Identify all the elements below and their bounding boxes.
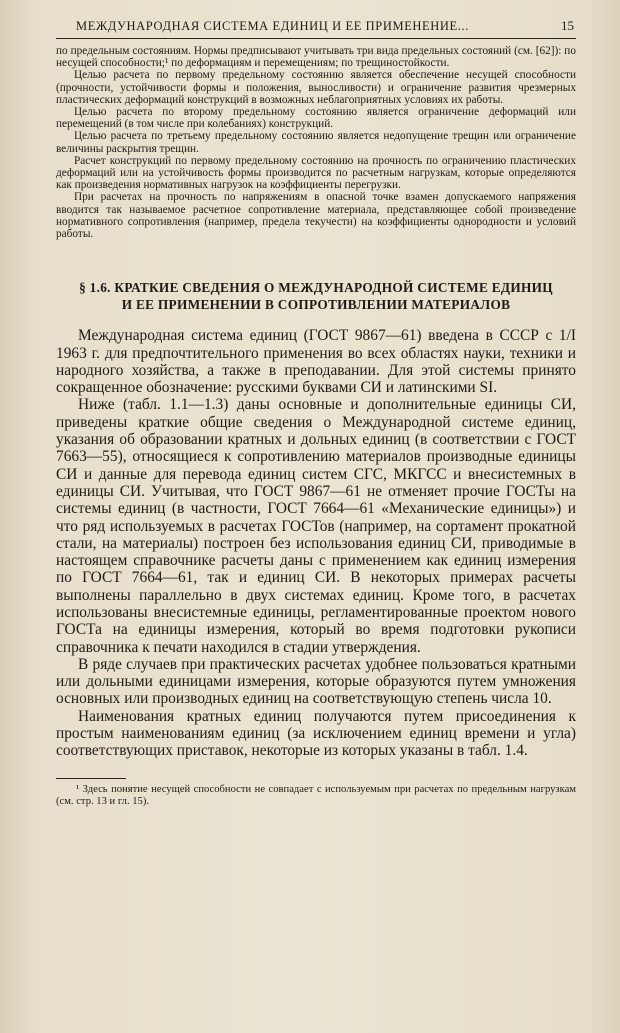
running-head <box>56 18 576 39</box>
limit-states-text <box>56 45 576 240</box>
footnote-divider <box>56 778 126 779</box>
paragraph-design-resistance: При расчетах на прочность по напряжениям в опасной точке взамен допускаемого напряжения вводится так называемое расчетное сопротивление материала, представляющее собой произведение нормативного сопротивления (например, предела текучести) на коэффициенты однородности и условий работы. <box>56 191 576 241</box>
footnote-text: ¹ Здесь понятие несущей способности не совпадает с используемым при расчетах по предельным нагрузкам (см. стр. 13 и гл. 15). <box>56 783 576 808</box>
section-body <box>56 327 576 759</box>
paragraph-limit-states-intro: по предельным состояниям. Нормы предписывают учитывать три вида предельных состояний (см. [62]): по несущей способности;¹ по деформациям и перемещениям; по трещиностойкости. <box>56 45 576 70</box>
paragraph-unit-prefixes: Наименования кратных единиц получаются путем присоединения к простым наименованиям единиц (за исключением единиц времени и угла) соответствующих приставок, некоторые из которых указаны в табл. 1.4. <box>56 707 576 760</box>
section-heading <box>56 280 576 313</box>
paragraph-tables-overview: Ниже (табл. 1.1—1.3) даны основные и дополнительные единицы СИ, приведены краткие общие сведения о Международной системе единиц, указания об образовании кратных и дольных единиц (в соответствии с ГОСТ 7663—55), относящиеся к сопротивлению материалов производные единицы СИ и данные для перевода единиц систем СГС, МКГСС и внесистемных в единицы СИ. Учитывая, что ГОСТ 9867—61 не отменяет прочие ГОСТы на системы единиц (в частности, ГОСТ 7664—61 «Механические единицы») и что ряд используемых в расчетах ГОСТов (например, на сортамент прокатной стали, на материалы) построен без использования единиц СИ, приводимые в настоящем справочнике расчеты даны с применением как единиц измерения по ГОСТ 7664—61, так и единиц СИ. В некоторых примерах расчеты выполнены параллельно в двух системах единиц. Кроме того, в расчетах использованы внесистемные единицы, регламентированные проектом нового ГОСТа на единицы измерения, который во время подготовки рукописи справочника к печати находился в стадии утверждения. <box>56 396 576 656</box>
footnote <box>56 784 576 809</box>
paragraph-third-limit-state: Целью расчета по третьему предельному состоянию является недопущение трещин или ограничение величины раскрытия трещин. <box>56 130 576 155</box>
running-head-title: МЕЖДУНАРОДНАЯ СИСТЕМА ЕДИНИЦ И ЕЕ ПРИМЕНЕНИЕ... <box>76 19 469 33</box>
section-heading-line-1: § 1.6. КРАТКИЕ СВЕДЕНИЯ О МЕЖДУНАРОДНОЙ СИСТЕМЕ ЕДИНИЦ <box>79 280 553 296</box>
paragraph-second-limit-state: Целью расчета по второму предельному состоянию является ограничение деформаций или перемещений (в том числе при колебаниях) конструкций. <box>56 106 576 131</box>
paragraph-first-limit-state: Целью расчета по первому предельному состоянию является обеспечение несущей способности (прочности, устойчивости формы и положения, выносливости) и ограничение развития чрезмерных пластических деформаций конструкций в возможных неблагоприятных условиях их работы. <box>56 69 576 106</box>
section-heading-line-2: И ЕЕ ПРИМЕНЕНИИ В СОПРОТИВЛЕНИИ МАТЕРИАЛОВ <box>121 296 511 312</box>
paragraph-si-introduction: Международная система единиц (ГОСТ 9867—61) введена в СССР с 1/I 1963 г. для предпочтительного применения во всех областях науки, техники и народного хозяйства, а также в преподавании. Для этой системы принято сокращенное обозначение: русскими буквами СИ и латинскими SI. <box>56 327 576 397</box>
page-number: 15 <box>561 18 574 33</box>
paragraph-design-loads: Расчет конструкций по первому предельному состоянию на прочность по ограничению пластических деформаций или на устойчивость формы производится по расчетным нагрузкам, которые определяются как произведения нормативных нагрузок на коэффициенты перегрузки. <box>56 154 576 192</box>
paragraph-multiple-units: В ряде случаев при практических расчетах удобнее пользоваться кратными или дольными единицами измерения, которые образуются путем умножения основных или производных единиц на соответствующую степень числа 10. <box>56 655 576 708</box>
